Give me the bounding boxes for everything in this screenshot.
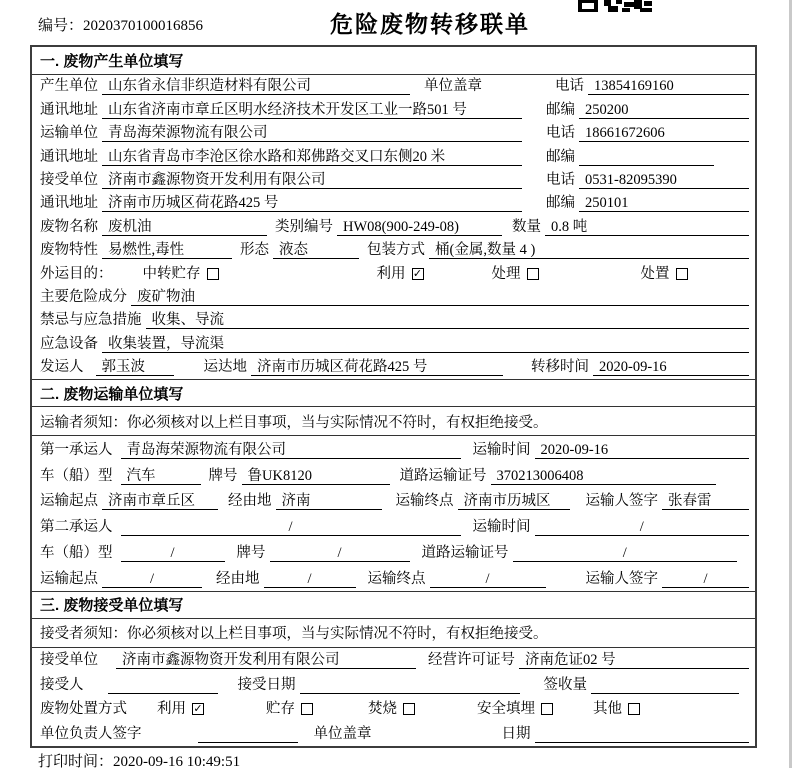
field-label: 转移时间 [531,359,589,376]
field-value-underline: 250101 [579,194,749,212]
serial-label: 编号： [38,18,84,34]
field-value-underline: 济南市鑫源物资开发利用有限公司 [102,171,522,189]
field-label: 包装方式 [367,242,425,259]
field-value-underline [535,725,750,743]
field-value-underline: 13854169160 [588,77,749,95]
field-value-underline: / [513,544,738,562]
field-value-underline: 易燃性,毒性 [102,241,232,259]
field-label: 运输起点 [40,493,98,510]
field-value-underline: 张春雷 [662,492,749,510]
field-label: 通讯地址 [40,101,98,118]
checkbox-unchecked [676,268,688,280]
form-row [32,539,755,565]
field-value-underline [198,725,298,743]
form-row [32,145,755,168]
section-3-title: 三. 废物接受单位填写 [32,591,755,619]
field-label: 运输人签字 [585,570,658,587]
field-value-underline: 桶(金属,数量 4 ) [429,241,749,259]
field-value-underline: 山东省永信非织造材料有限公司 [102,77,410,95]
form-row [32,648,755,673]
field-value-underline: 370213006408 [491,467,716,485]
checkbox-checked: ✓ [193,702,203,716]
checkbox-unchecked [541,703,553,715]
checkbox-unchecked [301,703,313,715]
field-label: 运输终点 [395,493,454,510]
field-value-underline: 2020-09-16 [535,441,750,459]
field-label: 禁忌与应急措施 [40,312,142,329]
form-row [32,286,755,309]
checkbox-label: 贮存 [266,701,295,718]
field-label: 第一承运人 [40,441,113,458]
form-row [32,239,755,262]
field-label: 日期 [501,725,531,742]
form-row [32,672,755,697]
field-value-underline: 青岛海荣源物流有限公司 [121,441,461,459]
form-row [32,169,755,192]
field-value-underline: 山东省青岛市李沧区徐水路和郑佛路交叉口东侧20 米 [102,148,522,166]
field-label: 发运人 [40,359,84,376]
field-value-underline: 0.8 吨 [545,218,749,236]
field-value-underline: / [121,544,225,562]
field-label: 经营许可证号 [428,652,515,669]
field-label: 邮编 [546,195,575,212]
manifest-form [30,45,757,748]
field-value-underline: 郭玉波 [96,358,174,376]
form-row [32,697,755,722]
field-value-underline: 济南市历城区荷花路425 号 [251,358,503,376]
field-value-underline [591,676,739,694]
field-value-underline [579,148,714,166]
field-label: 运输起点 [40,570,98,587]
serial-value: 2020370100016856 [83,18,204,34]
form-row [32,192,755,215]
form-row [32,332,755,355]
checkbox-unchecked [403,703,415,715]
field-label: 通讯地址 [40,148,98,165]
field-label: 废物特性 [40,242,98,259]
field-label: 牌号 [208,467,238,484]
checkbox-unchecked [207,268,219,280]
field-value-underline: 2020-09-16 [593,358,749,376]
form-row [32,75,755,98]
form-row [32,122,755,145]
field-value-underline: 250200 [579,101,749,119]
field-label: 运输人签字 [585,493,658,510]
field-label: 接受日期 [237,676,296,693]
field-label: 产生单位 [40,78,98,95]
field-value-underline: / [662,570,749,588]
field-value-underline: / [102,570,202,588]
field-label: 车（船）型 [40,545,113,562]
field-value-underline: / [270,544,410,562]
page-title: 危险废物转移联单 [330,11,530,37]
field-value-underline: 济南市历城区荷花路425 号 [102,194,522,212]
form-row [32,513,755,539]
field-value-underline: 济南危证02 号 [519,651,749,669]
field-label: 道路运输证号 [399,467,487,484]
checkbox-checked: ✓ [412,266,423,280]
field-value-underline: 山东省济南市章丘区明水经济技术开发区工业一路501 号 [102,101,522,119]
page-edge-line [789,0,792,768]
field-label: 接受人 [40,676,84,693]
field-label: 通讯地址 [40,195,98,212]
checkbox-unchecked [628,703,640,715]
form-row [32,488,755,514]
field-label: 接受单位 [40,652,98,669]
field-value-underline: / [264,570,356,588]
field-label: 运输时间 [472,441,531,458]
section-3-notice: 接受者须知：你必须核对以上栏目事项，当与实际情况不符时，有权拒绝接受。 [32,619,755,648]
field-label: 电话 [546,125,575,142]
section-3 [32,591,755,746]
field-value-underline: 青岛海荣源物流有限公司 [102,124,522,142]
form-row [32,215,755,238]
field-label: 废物处置方式 [40,701,127,718]
form-row [32,721,755,746]
field-label: 单位盖章 [424,78,482,95]
form-row [32,436,755,462]
field-value-underline: 收集装置，导流渠 [102,335,749,353]
field-label: 应急设备 [40,335,98,352]
field-value-underline [300,676,520,694]
field-label: 签收量 [543,676,587,693]
checkbox-label: 处理 [491,265,521,282]
field-value-underline: 18661672606 [579,124,749,142]
field-value-underline: 废机油 [102,218,267,236]
print-time-value: 2020-09-16 10:49:51 [113,754,241,770]
field-value-underline: 收集、导流 [146,311,750,329]
checkbox-label: 利用 [376,265,406,282]
field-label: 车（船）型 [40,467,113,484]
form-row [32,262,755,285]
field-value-underline [108,676,218,694]
field-value-underline: 济南市鑫源物资开发利用有限公司 [116,651,416,669]
form-row [32,309,755,332]
form-row [32,356,755,379]
field-value-underline: 济南市章丘区 [102,492,218,510]
field-label: 电话 [555,78,584,95]
field-value-underline: 液态 [273,241,359,259]
field-value-underline: 汽车 [121,467,201,485]
checkbox-label: 焚烧 [368,701,397,718]
checkbox-label: 中转贮存 [142,265,201,282]
section-2-notice: 运输者须知：你必须核对以上栏目事项，当与实际情况不符时，有权拒绝接受。 [32,407,755,436]
field-label: 类别编号 [275,218,333,235]
field-label: 第二承运人 [40,519,113,536]
field-value-underline: 济南市历城区 [458,492,570,510]
field-label: 运达地 [203,359,247,376]
section-2-title: 二. 废物运输单位填写 [32,379,755,407]
field-label: 废物名称 [40,218,98,235]
checkbox-unchecked [527,268,539,280]
field-label: 电话 [546,171,575,188]
field-value-underline: / [121,518,461,536]
field-value-underline: 0531-82095390 [579,171,749,189]
checkbox-label: 安全填埋 [477,701,535,718]
section-1-title: 一. 废物产生单位填写 [32,47,755,75]
qr-code-partial-icon [578,0,652,13]
form-row [32,462,755,488]
field-label: 邮编 [546,101,575,118]
field-label: 运输时间 [472,519,531,536]
field-label: 单位盖章 [313,725,372,742]
field-label: 接受单位 [40,171,98,188]
field-label: 经由地 [228,493,272,510]
form-row [32,565,755,591]
field-label: 单位负责人签字 [40,725,142,742]
field-label: 主要危险成分 [40,288,127,305]
field-label: 运输单位 [40,125,98,142]
field-label: 经由地 [216,570,260,587]
field-value-underline: / [430,570,546,588]
field-label: 牌号 [236,545,266,562]
field-label: 数量 [512,218,541,235]
field-label: 邮编 [546,148,575,165]
field-value-underline: / [535,518,750,536]
field-label: 道路运输证号 [421,545,509,562]
field-value-underline: 废矿物油 [131,288,749,306]
print-time-label: 打印时间： [38,754,114,770]
checkbox-label: 其他 [593,701,622,718]
field-label: 外运目的： [40,265,113,282]
field-value-underline: 鲁UK8120 [242,467,390,485]
field-label: 形态 [240,242,269,259]
section-2 [32,379,755,591]
field-label: 运输终点 [367,570,426,587]
checkbox-label: 利用 [157,701,186,718]
section-1 [32,47,755,379]
field-value-underline: HW08(900-249-08) [337,218,502,236]
checkbox-label: 处置 [640,265,670,282]
form-row [32,98,755,121]
field-value-underline: 济南 [276,492,382,510]
